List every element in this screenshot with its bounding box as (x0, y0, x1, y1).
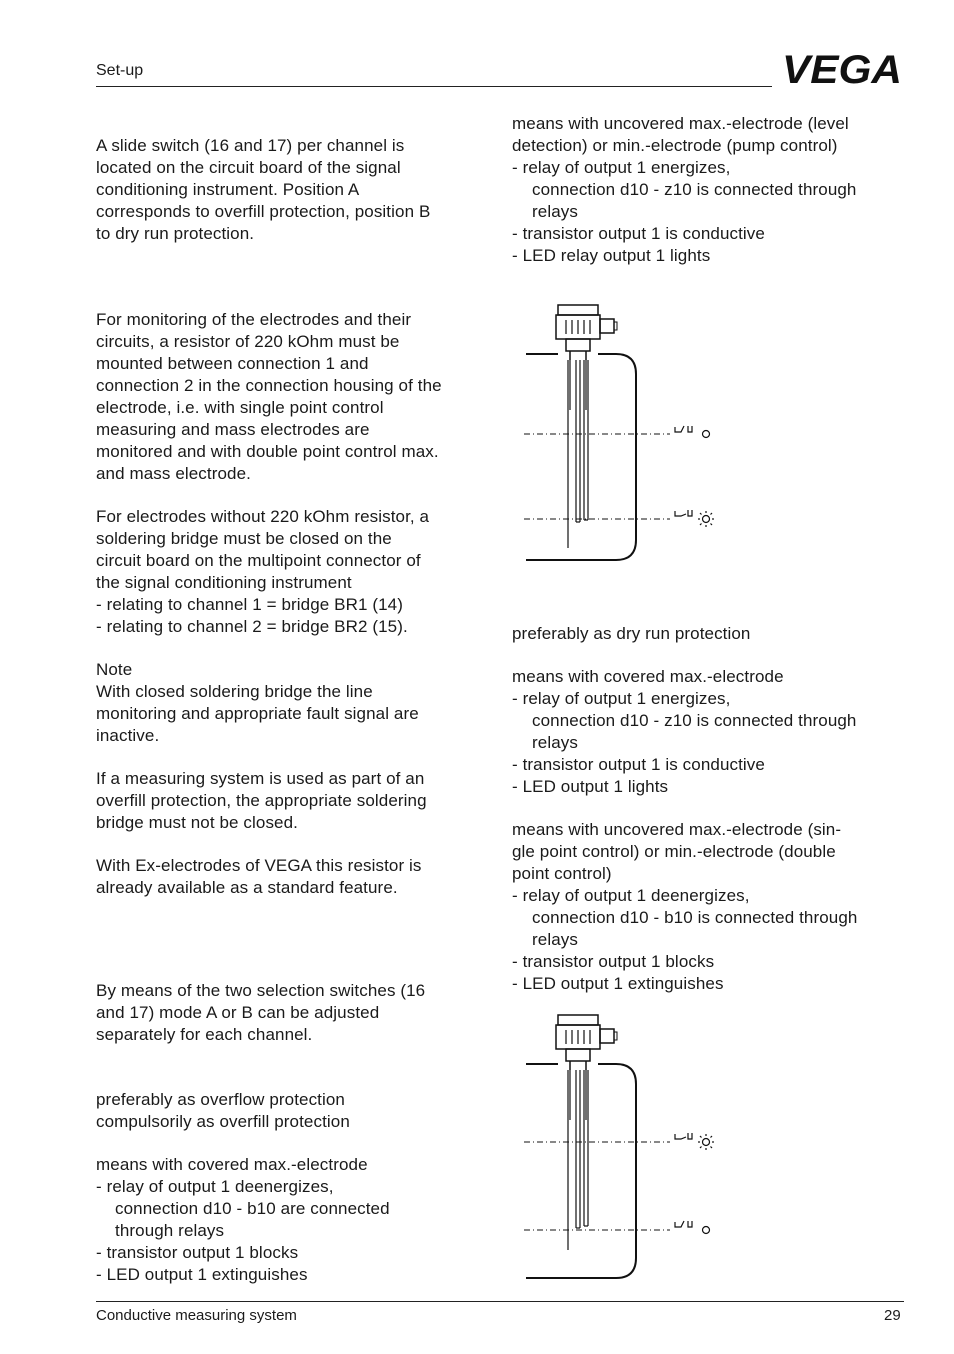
list-item: - relay of output 1 deenergizes, (512, 886, 750, 905)
right-column (512, 113, 907, 267)
list-item-cont: relays (532, 733, 578, 752)
list-item: - relating to channel 1 = bridge BR1 (14) (96, 595, 403, 614)
section-header: Set-up (96, 62, 144, 79)
list-item: - relay of output 1 energizes, (512, 689, 731, 708)
paragraph: A slide switch (16 and 17) per channel is located on the circuit board of the signal conditioning instrument. Position A corresponds to overfill protection, position B to dry run protection. (96, 136, 431, 243)
list-item-cont: connection d10 - b10 is connected through (532, 908, 858, 927)
list-item: - transistor output 1 blocks (96, 1243, 299, 1262)
footer-title: Conductive measuring system (96, 1307, 297, 1324)
electrode-diagram-1 (520, 300, 720, 565)
page-number: 29 (884, 1307, 901, 1324)
list-item-cont: relays (532, 930, 578, 949)
list-item: - transistor output 1 is conductive (512, 755, 765, 774)
paragraph: For monitoring of the electrodes and their circuits, a resistor of 220 kOhm must be mounted between connection 1 and connection 2 in the connection housing of the electrode, i.e. with single point control measuring and mass electrodes are monitored and with double point control max. and mass electrode. (96, 310, 442, 483)
list-item-cont: connection d10 - z10 is connected through (532, 711, 857, 730)
list-item: - transistor output 1 blocks (512, 952, 715, 971)
paragraph: means with covered max.-electrode (512, 667, 784, 686)
list-item: - relating to channel 2 = bridge BR2 (15). (96, 617, 408, 636)
list-item: - LED output 1 lights (512, 777, 669, 796)
list-item: - transistor output 1 is conductive (512, 224, 765, 243)
vega-logo (782, 50, 902, 86)
left-column (96, 135, 491, 245)
footer-rule (96, 1301, 904, 1302)
note-text: With closed soldering bridge the line monitoring and appropriate fault signal are inactive. (96, 682, 419, 745)
list-item: - relay of output 1 energizes, (512, 158, 731, 177)
paragraph: means with covered max.-electrode (96, 1155, 368, 1174)
header-rule (96, 86, 772, 87)
list-item: - LED relay output 1 lights (512, 246, 711, 265)
paragraph: For electrodes without 220 kOhm resistor, a soldering bridge must be closed on the circuit board on the multipoint connector of the signal conditioning instrument (96, 507, 430, 592)
paragraph: If a measuring system is used as part of an overfill protection, the appropriate soldering bridge must not be closed. (96, 769, 427, 832)
paragraph: means with uncovered max.-electrode (level detection) or min.-electrode (pump control) (512, 114, 849, 155)
electrode-diagram-2 (520, 1010, 720, 1285)
list-item: - relay of output 1 deenergizes, (96, 1177, 334, 1196)
list-item-cont: through relays (115, 1221, 225, 1240)
list-item: - LED output 1 extinguishes (96, 1265, 308, 1284)
paragraph: preferably as dry run protection (512, 624, 751, 643)
left-column-2 (96, 309, 491, 899)
paragraph: With Ex-electrodes of VEGA this resistor is already available as a standard feature. (96, 856, 422, 897)
list-item-cont: relays (532, 202, 578, 221)
right-column-2 (512, 623, 907, 995)
list-item-cont: connection d10 - b10 are connected (115, 1199, 390, 1218)
paragraph: means with uncovered max.-electrode (sin- gle point control) or min.-electrode (double point control) (512, 820, 842, 883)
list-item-cont: connection d10 - z10 is connected through (532, 180, 857, 199)
note-title: Note (96, 660, 133, 679)
paragraph: By means of the two selection switches (16 and 17) mode A or B can be adjusted separately for each channel. (96, 981, 426, 1044)
paragraph: preferably as overflow protection compulsorily as overfill protection (96, 1090, 350, 1131)
list-item: - LED output 1 extinguishes (512, 974, 724, 993)
svg-text:VEGA: VEGA (782, 50, 902, 86)
left-column-3 (96, 980, 491, 1286)
